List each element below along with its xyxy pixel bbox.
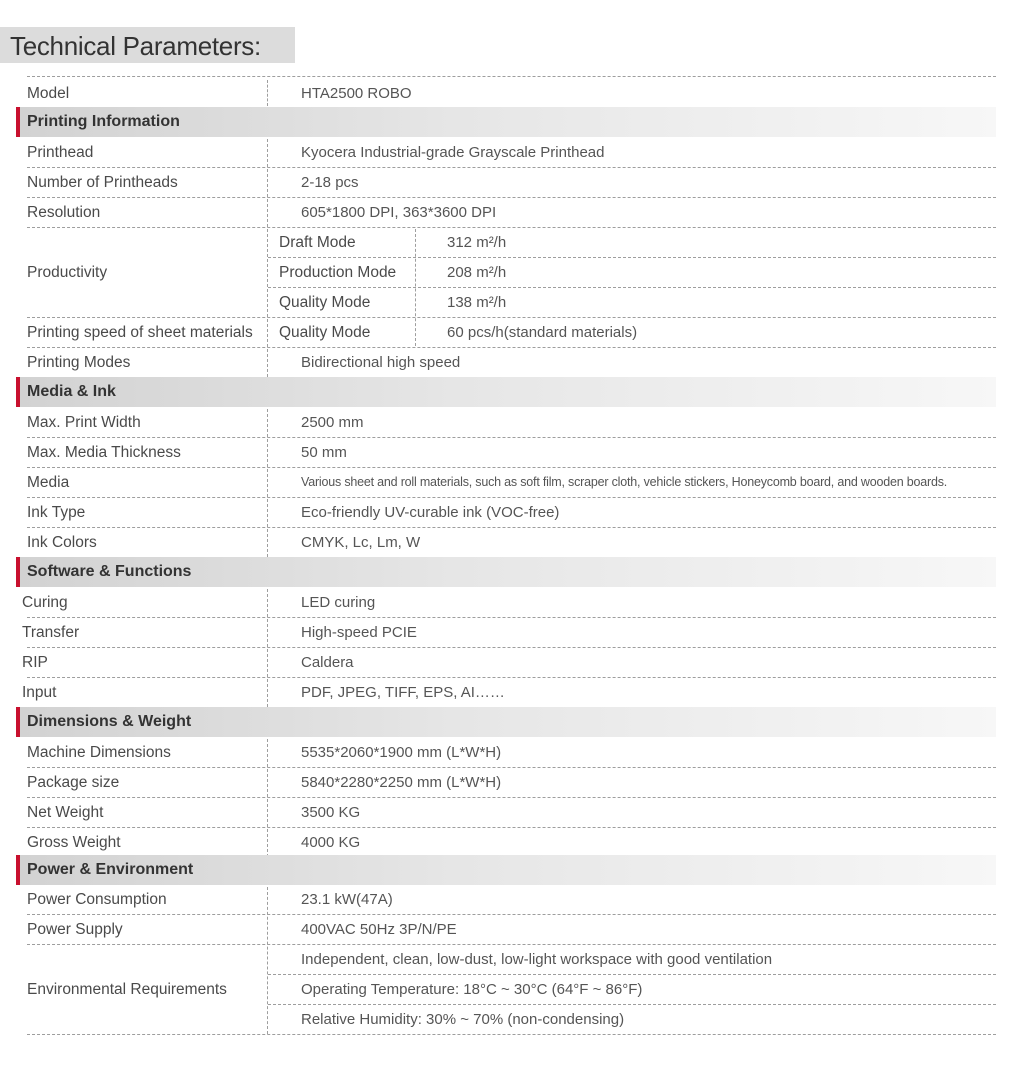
spec-row-resolution <box>0 198 1000 227</box>
spec-row-power-supply <box>0 915 1000 944</box>
spec-value: LED curing <box>301 594 376 611</box>
spec-row-input <box>0 678 1000 707</box>
spec-value: Bidirectional high speed <box>301 354 461 371</box>
section-header-software <box>16 557 996 587</box>
page-title: Technical Parameters: <box>10 31 261 61</box>
spec-row-machine-dimensions <box>0 738 1000 767</box>
spec-label: Power Consumption <box>27 891 167 908</box>
section-title: Dimensions & Weight <box>27 713 192 730</box>
spec-label: Printing speed of sheet materials <box>27 324 253 341</box>
spec-label: Media <box>27 474 70 491</box>
spec-row-gross-weight <box>0 828 1000 857</box>
spec-value: Relative Humidity: 30% ~ 70% (non-condensing) <box>301 1011 625 1028</box>
spec-label: Curing <box>22 594 68 611</box>
spec-value: 5840*2280*2250 mm (L*W*H) <box>301 774 502 791</box>
spec-row-sheet-speed <box>0 318 1000 347</box>
spec-value: 605*1800 DPI, 363*3600 DPI <box>301 204 497 221</box>
spec-label: Resolution <box>27 204 101 221</box>
spec-value: Kyocera Industrial-grade Grayscale Printhead <box>301 144 605 161</box>
spec-value: High-speed PCIE <box>301 624 417 641</box>
spec-label: Gross Weight <box>27 834 121 851</box>
row-divider <box>27 1034 996 1035</box>
spec-label: Input <box>22 684 57 701</box>
spec-value: Operating Temperature: 18°C ~ 30°C (64°F ~ 86°F) <box>301 981 643 998</box>
spec-row-ink-colors <box>0 528 1000 557</box>
spec-label: Power Supply <box>27 921 123 938</box>
mode-value: 208 m²/h <box>447 264 507 281</box>
spec-value: 3500 KG <box>301 804 361 821</box>
mode-label: Quality Mode <box>279 294 371 311</box>
spec-row-max-print-width <box>0 408 1000 437</box>
spec-label: Max. Media Thickness <box>27 444 181 461</box>
mode-value: 312 m²/h <box>447 234 507 251</box>
environment-line <box>0 945 1000 974</box>
spec-value: Various sheet and roll materials, such as soft film, scraper cloth, vehicle stickers, Honeycomb board, and wooden boards. <box>301 475 948 489</box>
spec-label: Net Weight <box>27 804 104 821</box>
spec-row-net-weight <box>0 798 1000 827</box>
spec-row-printhead <box>0 138 1000 167</box>
section-accent-bar <box>16 557 20 587</box>
spec-row-model <box>0 79 1000 108</box>
environment-line <box>0 975 1000 1004</box>
section-title: Media & Ink <box>27 383 116 400</box>
spec-value: 4000 KG <box>301 834 361 851</box>
mode-value: 60 pcs/h(standard materials) <box>447 324 638 341</box>
spec-row-rip <box>0 648 1000 677</box>
productivity-mode-row <box>0 258 1000 287</box>
mode-label: Draft Mode <box>279 234 356 251</box>
spec-label: Transfer <box>22 624 80 641</box>
spec-value: 2500 mm <box>301 414 364 431</box>
spec-value: 5535*2060*1900 mm (L*W*H) <box>301 744 502 761</box>
spec-row-package-size <box>0 768 1000 797</box>
spec-label: RIP <box>22 654 48 671</box>
row-divider <box>27 76 996 77</box>
spec-label: Number of Printheads <box>27 174 178 191</box>
section-accent-bar <box>16 107 20 137</box>
spec-row-media <box>0 468 1000 497</box>
spec-value: Caldera <box>301 654 354 671</box>
spec-label: Printhead <box>27 144 94 161</box>
spec-row-number-of-printheads <box>0 168 1000 197</box>
section-title: Power & Environment <box>27 861 194 878</box>
section-title: Printing Information <box>27 113 180 130</box>
spec-value: 400VAC 50Hz 3P/N/PE <box>301 921 457 938</box>
environment-line <box>0 1005 1000 1034</box>
spec-value: 50 mm <box>301 444 347 461</box>
mode-label: Quality Mode <box>279 324 371 341</box>
section-header-media <box>16 377 996 407</box>
mode-value: 138 m²/h <box>447 294 507 311</box>
section-accent-bar <box>16 855 20 885</box>
section-header-printing <box>16 107 996 137</box>
spec-label: Printing Modes <box>27 354 131 371</box>
section-header-power <box>16 855 996 885</box>
spec-row-transfer <box>0 618 1000 647</box>
spec-row-printing-modes <box>0 348 1000 377</box>
spec-label: Environmental Requirements <box>27 981 227 998</box>
mode-label: Production Mode <box>279 264 397 281</box>
spec-value: Independent, clean, low-dust, low-light workspace with good ventilation <box>301 951 773 968</box>
productivity-mode-row <box>0 288 1000 317</box>
spec-row-max-media-thickness <box>0 438 1000 467</box>
spec-label: Productivity <box>27 264 108 281</box>
spec-value: 2-18 pcs <box>301 174 359 191</box>
spec-row-curing <box>0 588 1000 617</box>
spec-value: CMYK, Lc, Lm, W <box>301 534 421 551</box>
spec-row-ink-type <box>0 498 1000 527</box>
spec-label: Package size <box>27 774 120 791</box>
spec-row-power-consumption <box>0 885 1000 914</box>
spec-value: Eco-friendly UV-curable ink (VOC-free) <box>301 504 560 521</box>
productivity-mode-row <box>0 228 1000 257</box>
section-header-dimensions <box>16 707 996 737</box>
spec-label: Ink Colors <box>27 534 97 551</box>
spec-label: Machine Dimensions <box>27 744 171 761</box>
section-accent-bar <box>16 707 20 737</box>
spec-label: Model <box>27 85 70 102</box>
spec-label: Ink Type <box>27 504 86 521</box>
spec-value: PDF, JPEG, TIFF, EPS, AI…… <box>301 684 505 701</box>
section-accent-bar <box>16 377 20 407</box>
spec-label: Max. Print Width <box>27 414 141 431</box>
spec-value: 23.1 kW(47A) <box>301 891 393 908</box>
spec-value: HTA2500 ROBO <box>301 85 412 102</box>
section-title: Software & Functions <box>27 563 192 580</box>
